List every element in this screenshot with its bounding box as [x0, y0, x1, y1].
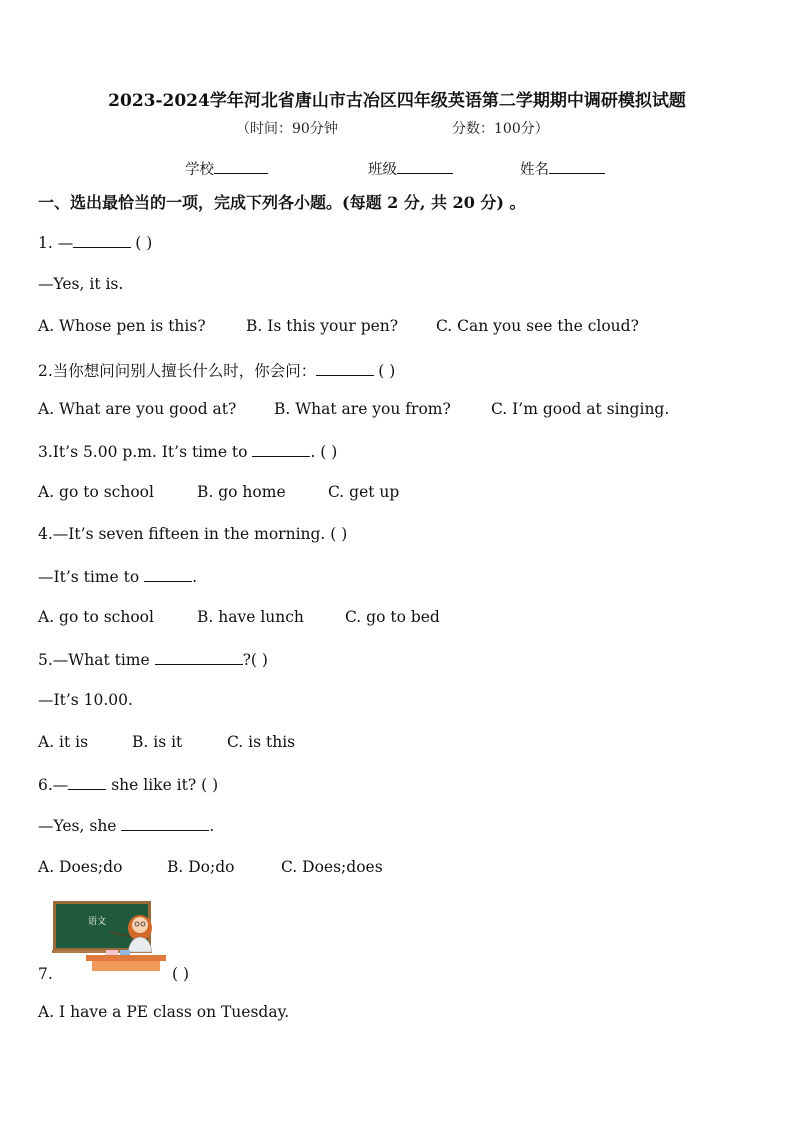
q1-option-c[interactable]: C. Can you see the cloud? — [436, 317, 639, 335]
q6-text: she like it? ( ) — [106, 776, 219, 794]
question-1-reply: —Yes, it is. — [38, 275, 124, 293]
name-blank[interactable] — [549, 159, 605, 174]
q6-blank-1[interactable] — [68, 775, 106, 790]
q2-option-c[interactable]: C. I’m good at singing. — [491, 400, 670, 418]
exam-time: （时间：90分钟 — [236, 121, 338, 137]
q7-answer-paren[interactable]: ( ) — [172, 965, 190, 983]
name-field — [520, 158, 605, 179]
q6-blank-2[interactable] — [121, 816, 209, 831]
section-1-heading: 一、选出最恰当的一项，完成下列各小题。(每题 2 分, 共 20 分) 。 — [38, 193, 526, 212]
teacher-desk — [86, 955, 166, 961]
q1-blank[interactable] — [73, 233, 131, 248]
q6-prefix: 6.— — [38, 776, 69, 794]
school-label: 学校 — [185, 162, 214, 178]
q5-option-a[interactable]: A. it is — [38, 733, 89, 751]
question-3-stem — [38, 442, 337, 461]
teacher-blackboard-image — [52, 900, 168, 972]
q2-option-b[interactable]: B. What are you from? — [274, 400, 451, 418]
question-1-stem — [38, 233, 152, 252]
school-blank[interactable] — [214, 159, 268, 174]
question-2-stem — [38, 359, 395, 381]
question-6-stem — [38, 775, 218, 794]
q4-option-b[interactable]: B. have lunch — [197, 608, 304, 626]
q5-option-b[interactable]: B. is it — [132, 733, 183, 751]
q1-option-b[interactable]: B. Is this your pen? — [246, 317, 399, 335]
q1-answer-paren[interactable]: ( ) — [135, 234, 153, 252]
board-text: 语文 — [88, 917, 107, 927]
question-5-stem — [38, 650, 268, 669]
q3-option-b[interactable]: B. go home — [197, 483, 286, 501]
desk-box — [106, 950, 118, 955]
question-4-reply — [38, 567, 197, 586]
q5-text: 5.—What time — [38, 651, 155, 669]
question-4-stem: 4.—It’s seven fifteen in the morning. ( ) — [38, 525, 348, 543]
q6-reply-text: —Yes, she — [38, 817, 122, 835]
exam-title: 2023-2024学年河北省唐山市古冶区四年级英语第二学期期中调研模拟试题 — [108, 91, 686, 111]
q2-text: 2.当你想问问别人擅长什么时，你会问： — [38, 362, 317, 380]
q7-option-a[interactable]: A. I have a PE class on Tuesday. — [38, 1003, 290, 1021]
q5-blank[interactable] — [155, 650, 243, 665]
q1-option-a[interactable]: A. Whose pen is this? — [38, 317, 206, 335]
school-field — [185, 158, 268, 179]
teacher-face — [132, 917, 148, 933]
q3-option-a[interactable]: A. go to school — [38, 483, 154, 501]
q2-option-a[interactable]: A. What are you good at? — [38, 400, 237, 418]
class-label: 班级 — [368, 162, 397, 178]
q6-option-a[interactable]: A. Does;do — [38, 858, 123, 876]
q3-text: 3.It’s 5.00 p.m. It’s time to — [38, 443, 253, 461]
q4-reply-text: —It’s time to — [38, 568, 145, 586]
q2-answer-paren[interactable]: ( ) — [378, 362, 396, 380]
q4-option-c[interactable]: C. go to bed — [345, 608, 440, 626]
exam-score: 分数：100分） — [452, 121, 549, 137]
q3-option-c[interactable]: C. get up — [328, 483, 400, 501]
class-field — [368, 158, 453, 179]
q3-blank[interactable] — [252, 442, 310, 457]
question-6-reply — [38, 816, 214, 835]
q2-blank[interactable] — [316, 361, 374, 376]
q6-reply-tail: . — [209, 817, 215, 835]
question-5-reply: —It’s 10.00. — [38, 691, 133, 709]
question-7-number: 7. — [38, 965, 53, 983]
q5-answer-paren[interactable]: ?( ) — [242, 651, 268, 669]
q3-answer-paren[interactable]: . ( ) — [310, 443, 338, 461]
q1-prefix: 1. — — [38, 234, 74, 252]
q6-option-b[interactable]: B. Do;do — [167, 858, 235, 876]
name-label: 姓名 — [520, 162, 549, 178]
q5-option-c[interactable]: C. is this — [227, 733, 296, 751]
q6-option-c[interactable]: C. Does;does — [281, 858, 383, 876]
q4-blank[interactable] — [144, 567, 192, 582]
q4-option-a[interactable]: A. go to school — [38, 608, 154, 626]
q4-reply-tail: . — [192, 568, 198, 586]
desk-book — [120, 950, 130, 955]
class-blank[interactable] — [397, 159, 453, 174]
